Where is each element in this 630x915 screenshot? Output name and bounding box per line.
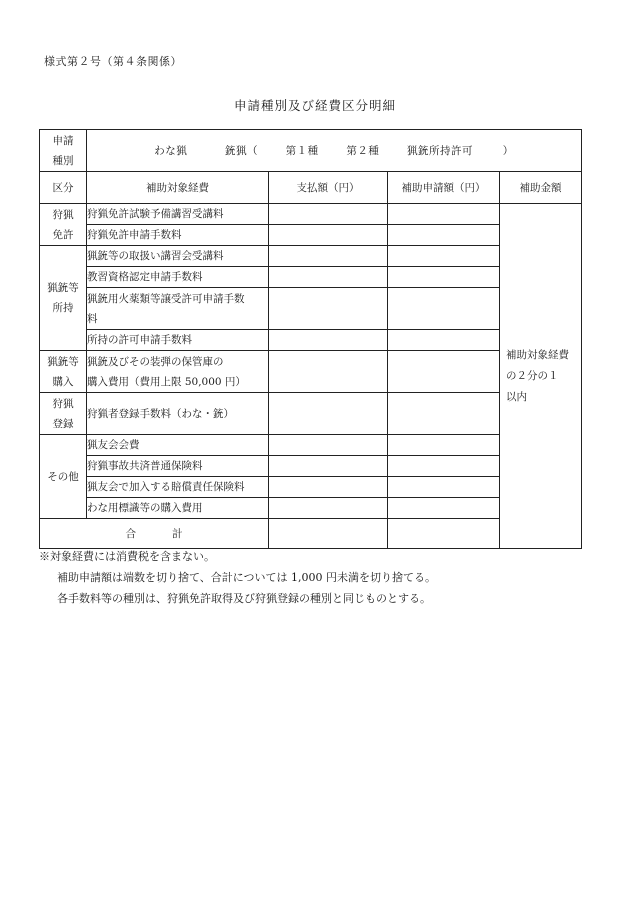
paid-amount-cell[interactable] [269,498,388,519]
expense-item: 狩猟免許試験予備講習受講料 [87,204,269,225]
paid-amount-cell[interactable] [269,225,388,246]
paid-amount-cell[interactable] [269,204,388,225]
subsidy-note: 補助対象経費 の２分の１ 以内 [506,348,569,403]
note-tax-excluded: ※対象経費には消費税を含まない。 [39,550,215,563]
note-rounding: 補助申請額は端数を切り捨て、合計については 1,000 円未満を切り捨てる。 [57,571,437,584]
paid-amount-cell[interactable] [269,330,388,351]
paid-amount-cell[interactable] [269,435,388,456]
requested-amount-cell[interactable] [388,477,500,498]
requested-amount-cell[interactable] [388,498,500,519]
expense-item: 狩猟者登録手数料（わな・銃） [87,393,269,435]
paid-amount-cell[interactable] [269,393,388,435]
paid-amount-cell[interactable] [269,477,388,498]
subsidy-amount-cell [500,204,582,549]
option-type1[interactable]: 第１種 [285,144,319,157]
total-paid-cell[interactable] [269,519,388,549]
requested-amount-cell[interactable] [388,288,500,330]
requested-amount-cell[interactable] [388,267,500,288]
group-gun-possession: 猟銃等 所持 [40,246,87,351]
note-fee-types: 各手数料等の種別は、狩猟免許取得及び狩猟登録の種別と同じものとする。 [57,592,431,605]
expense-item: 猟銃及びその装弾の保管庫の 購入費用（費用上限 50,000 円） [87,351,269,393]
expense-item: 教習資格認定申請手数料 [87,267,269,288]
expense-item: 狩猟免許申請手数料 [87,225,269,246]
requested-amount-cell[interactable] [388,204,500,225]
paid-amount-cell[interactable] [269,351,388,393]
col-header-category: 区分 [40,172,87,204]
option-close-paren: ） [502,144,514,157]
option-gun-permit[interactable]: 猟銃所持許可 [407,144,474,157]
column-header-row [40,172,582,204]
expense-table [39,129,582,549]
expense-item: 猟友会で加入する賠償責任保険料 [87,477,269,498]
notes [39,546,436,609]
group-gun-purchase: 猟銃等 購入 [40,351,87,393]
total-label: 合 計 [40,519,269,549]
option-wana[interactable]: わな猟 [154,144,188,157]
group-hunter-registration: 狩猟 登録 [40,393,87,435]
requested-amount-cell[interactable] [388,225,500,246]
expense-item: 狩猟事故共済普通保険料 [87,456,269,477]
application-type-row [40,130,582,172]
paid-amount-cell[interactable] [269,456,388,477]
group-hunting-license: 狩猟 免許 [40,204,87,246]
requested-amount-cell[interactable] [388,330,500,351]
requested-amount-cell[interactable] [388,393,500,435]
group-other: その他 [40,435,87,519]
total-requested-cell[interactable] [388,519,500,549]
option-gun[interactable]: 銃猟（ [224,144,258,157]
expense-item: わな用標識等の購入費用 [87,498,269,519]
document-title: 申請種別及び経費区分明細 [233,98,396,113]
application-type-label: 申請 種別 [40,130,87,172]
option-type2[interactable]: 第２種 [346,144,380,157]
requested-amount-cell[interactable] [388,351,500,393]
requested-amount-cell[interactable] [388,435,500,456]
col-header-requested: 補助申請額（円） [388,172,500,204]
col-header-paid: 支払額（円） [269,172,388,204]
requested-amount-cell[interactable] [388,246,500,267]
expense-item: 猟銃用火薬類等譲受許可申請手数 料 [87,288,269,330]
col-header-subsidy: 補助金額 [500,172,582,204]
table-row [40,204,582,225]
requested-amount-cell[interactable] [388,456,500,477]
expense-item: 猟銃等の取扱い講習会受講料 [87,246,269,267]
paid-amount-cell[interactable] [269,246,388,267]
paid-amount-cell[interactable] [269,288,388,330]
expense-item: 猟友会会費 [87,435,269,456]
paid-amount-cell[interactable] [269,267,388,288]
col-header-expense: 補助対象経費 [87,172,269,204]
expense-item: 所持の許可申請手数料 [87,330,269,351]
application-type-options [87,130,582,172]
form-number: 様式第２号（第４条関係） [44,55,182,68]
